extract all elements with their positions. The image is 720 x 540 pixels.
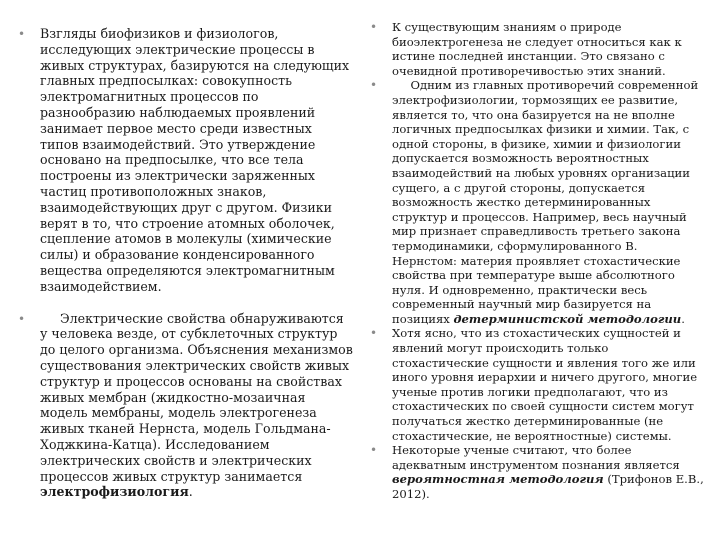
emphasis-term: вероятностная методология [392,472,604,487]
bullet-icon: • [18,311,26,326]
bullet-item-stochastic [370,326,706,443]
bullet-item-biophysics [18,26,354,295]
paragraph-text: Электрические свойства обнаруживаются у человека везде, от субклеточных структур до целого организма. Объяснения механизмов существования электрических свойств живых структур и процессов основаны на свойствах живых мембран (жидкостно-мозаичная модель мембраны, модель электрогенеза живых тканей Нернста, модель Гольдмана-Ходжкина-Катца). Исследованием электрических свойств и электрических процессов живых структур занимается [40,310,357,484]
paragraph-text-end: . [188,484,193,500]
paragraph-text: Одним из главных противоречий современной электрофизиологии, тормозящих ее развитие, является то, что она базируется на не вполне логичных предпосылках физики и химии. Так, с одной стороны, в физике, химии и физиологии допускается возможность вероятностных взаимодействий на любых уровнях организации сущего, а с другой стороны, допускается возможность жестко детерминированных структур и процессов. Например, весь научный мир признает справедливость третьего закона термодинамики, сформулированного В. Нернстом: материя проявляет стохастические свойства при температуре выше абсолютного нуля. И одновременно, практически весь современный научный мир базируется на позициях [392,78,702,326]
emphasis-term: электрофизиология [40,484,189,500]
paragraph-text-end: . [681,311,685,326]
bullet-icon: • [370,443,378,458]
paragraph-text: Некоторые ученые считают, что более адекватным инструментом познания является [392,443,680,472]
bullet-icon: • [18,27,26,41]
bullet-item-electrical-properties [18,310,357,501]
paragraph-text: Хотя ясно, что из стохастических сущностей и явлений могут происходить только стохастические сущности и явления того же или иного уровня иерархии и ничего другого, многие ученые против логики предполагают, что из стохастических по своей сущности систем могут получаться жестко детерминированные (не стохастические, не вероятностные) системы. [392,326,698,443]
bullet-item-knowledge [370,20,706,78]
bullet-item-probabilistic [370,443,706,501]
emphasis-term: детерминистской методологии [453,311,682,326]
bullet-icon: • [370,78,378,93]
right-column [370,20,706,502]
bullet-icon: • [370,20,378,34]
left-column [18,26,357,500]
paragraph-text: К существующим знаниям о природе биоэлектрогенеза не следует относиться как к истине последней инстанции. Это связано с очевидной противоречивостью этих знаний. [392,20,682,78]
bullet-icon: • [370,326,378,341]
bullet-item-contradictions [370,78,706,326]
paragraph-text-end: (Трифонов Е.В., 2012). [392,472,704,501]
paragraph-text: Взгляды биофизиков и физиологов, исследующих электрические процессы в живых структурах, базируются на следующих главных предпосылках: совокупность электромагнитных процессов по разнообразию наблюдаемых проявлений занимает первое место среди известных типов взаимодействий. Это утверждение основано на предпосылке, что все тела построены из электрически заряженных частиц противоположных знаков, взаимодействующих друг с другом. Физики верят в то, что строение атомных оболочек, сцепление атомов в молекулы (химические силы) и образование конденсированного вещества определяются электромагнитным взаимодействием. [40,26,350,294]
